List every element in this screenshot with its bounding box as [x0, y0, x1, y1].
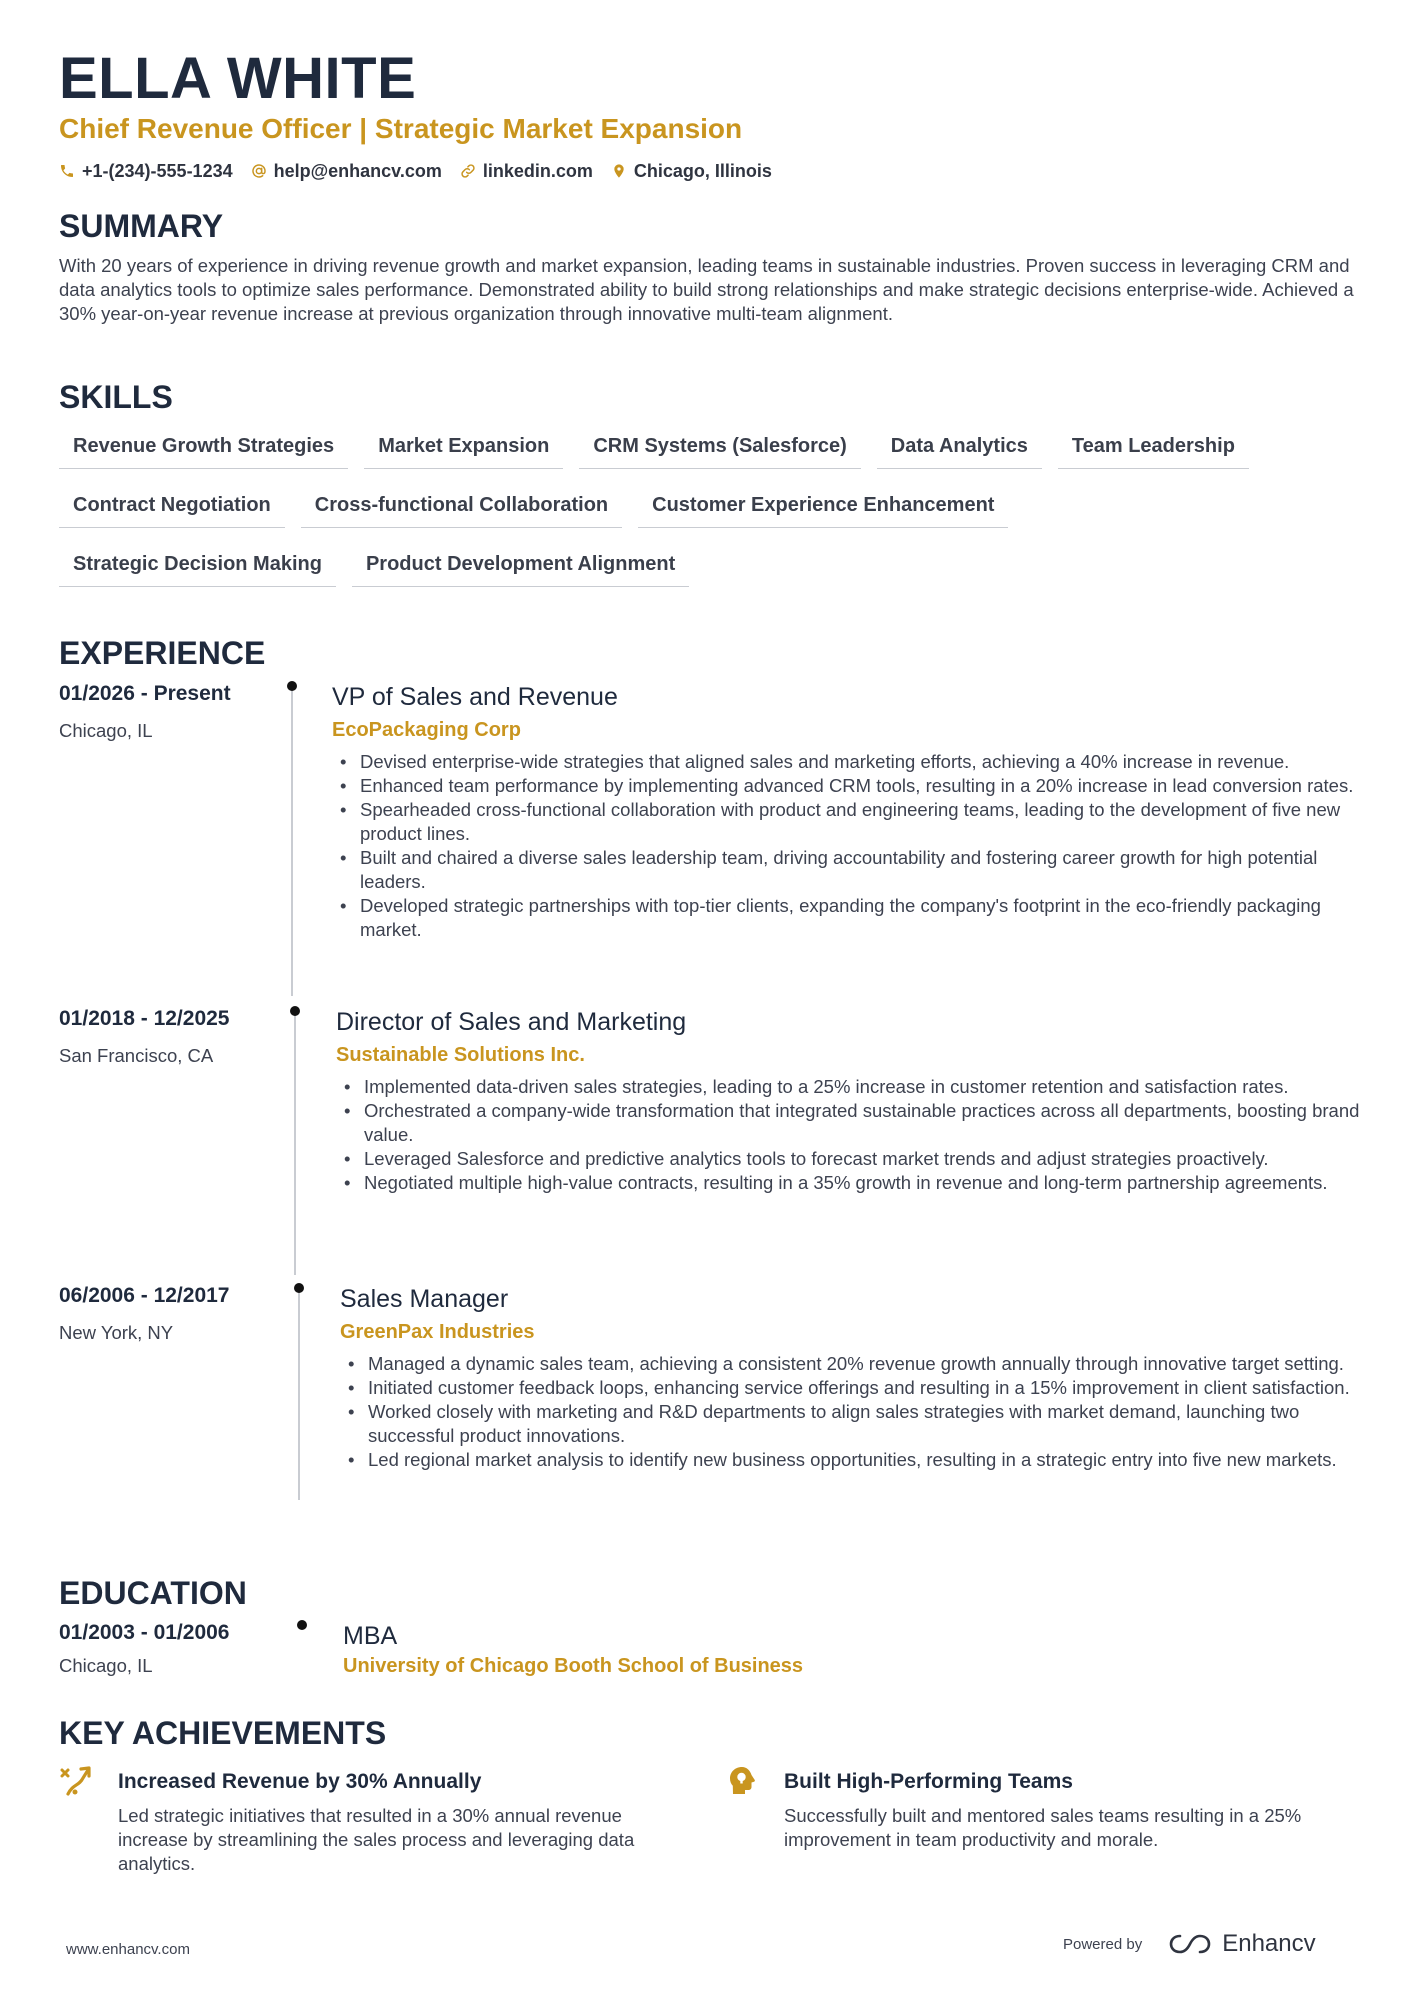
skills-list [59, 430, 1359, 607]
timeline-dot [290, 1006, 300, 1016]
experience-bullet: • Managed a dynamic sales team, achieving a consistent 20% revenue growth annually through innovative target setting. [340, 1352, 1370, 1376]
experience-company: GreenPax Industries [340, 1321, 535, 1343]
achievements-heading: KEY ACHIEVEMENTS [59, 1715, 387, 1751]
achievement-title: Increased Revenue by 30% Annually [118, 1770, 482, 1793]
experience-bullets [340, 1352, 1370, 1472]
contact-phone-text: +1-(234)-555-1234 [82, 160, 233, 181]
experience-bullet: • Enhanced team performance by implementing advanced CRM tools, resulting in a 20% increase in lead conversion rates. [332, 774, 1362, 798]
contact-email[interactable] [251, 161, 442, 182]
candidate-name: ELLA WHITE [59, 46, 417, 111]
education-meta [59, 1620, 299, 1678]
contact-location-text: Chicago, Illinois [633, 160, 772, 181]
experience-role: VP of Sales and Revenue [332, 683, 618, 711]
experience-bullet: • Worked closely with marketing and R&D departments to align sales strategies with market demand, launching two successful product innovations. [340, 1400, 1370, 1448]
location-pin-icon [611, 163, 627, 179]
footer-branding [1063, 1930, 1316, 1958]
enhancv-brand-text: Enhancv [1222, 1930, 1316, 1957]
experience-details [336, 1006, 1366, 1195]
timeline-line [298, 1290, 300, 1500]
achievement-item [725, 1764, 1345, 1874]
contact-linkedin-text: linkedin.com [482, 160, 593, 181]
experience-bullet: • Led regional market analysis to identify new business opportunities, resulting in a strategic entry into five new markets. [340, 1448, 1370, 1472]
education-degree: MBA [343, 1622, 398, 1650]
skill-tag: Cross-functional Collaboration [301, 489, 622, 528]
skills-row [59, 489, 1359, 528]
skill-tag: Customer Experience Enhancement [638, 489, 1008, 528]
experience-meta [59, 1283, 289, 1345]
experience-bullet: • Built and chaired a diverse sales leadership team, driving accountability and fostering career growth for high potential leaders. [332, 846, 1362, 894]
experience-bullet: • Leveraged Salesforce and predictive analytics tools to forecast market trends and adjust strategies proactively. [336, 1147, 1366, 1171]
timeline-dot [294, 1283, 304, 1293]
contact-location [611, 161, 772, 182]
skill-tag: Revenue Growth Strategies [59, 430, 348, 469]
at-icon [251, 163, 267, 179]
education-heading: EDUCATION [59, 1575, 247, 1611]
education-date: 01/2003 - 01/2006 [59, 1621, 230, 1644]
growth-arrow-icon [59, 1764, 95, 1800]
experience-bullets [336, 1075, 1366, 1195]
experience-company: Sustainable Solutions Inc. [336, 1044, 585, 1066]
skill-tag: Market Expansion [364, 430, 563, 469]
experience-location: New York, NY [59, 1322, 174, 1343]
education-details [343, 1620, 1343, 1678]
skills-heading: SKILLS [59, 379, 173, 415]
summary-text: With 20 years of experience in driving revenue growth and market expansion, leading teams in sustainable industries. Proven success in leveraging CRM and data analytics tools to optimize sales performance. Demonstrated ability to build strong relationships and make strategic decisions enterprise-wide. Achieved a 30% year-on-year revenue increase at previous organization through innovative multi-team alignment. [59, 255, 1354, 324]
experience-bullet: • Implemented data-driven sales strategies, leading to a 25% increase in customer retention and satisfaction rates. [336, 1075, 1366, 1099]
experience-company: EcoPackaging Corp [332, 719, 521, 741]
skills-row [59, 430, 1359, 469]
experience-meta [59, 1006, 289, 1068]
achievement-item [59, 1764, 679, 1874]
experience-date: 01/2026 - Present [59, 682, 231, 705]
skill-tag: Strategic Decision Making [59, 548, 336, 587]
experience-bullet: • Negotiated multiple high-value contracts, resulting in a 35% growth in revenue and long-term partnership agreements. [336, 1171, 1366, 1195]
experience-bullet: • Devised enterprise-wide strategies that aligned sales and marketing efforts, achieving a 40% increase in revenue. [332, 750, 1362, 774]
contact-bar [59, 158, 790, 184]
skill-tag: Team Leadership [1058, 430, 1249, 469]
experience-role: Sales Manager [340, 1285, 509, 1313]
experience-bullet: • Spearheaded cross-functional collaboration with product and engineering teams, leading to the development of five new product lines. [332, 798, 1362, 846]
experience-location: Chicago, IL [59, 720, 153, 741]
footer-website[interactable]: www.enhancv.com [66, 1941, 190, 1958]
education-school: University of Chicago Booth School of Business [343, 1655, 804, 1677]
experience-location: San Francisco, CA [59, 1045, 214, 1066]
timeline-line [294, 1013, 296, 1275]
experience-bullet: • Orchestrated a company-wide transformation that integrated sustainable practices across all departments, boosting brand value. [336, 1099, 1366, 1147]
skill-tag: CRM Systems (Salesforce) [579, 430, 860, 469]
contact-phone[interactable] [59, 161, 233, 182]
contact-email-text: help@enhancv.com [273, 160, 442, 181]
candidate-headline: Chief Revenue Officer | Strategic Market Expansion [59, 113, 743, 144]
timeline-line [291, 688, 293, 996]
achievement-title: Built High-Performing Teams [784, 1770, 1073, 1793]
experience-bullets [332, 750, 1362, 942]
summary-heading: SUMMARY [59, 208, 224, 244]
enhancv-logo-icon [1168, 1932, 1214, 1956]
powered-by-label: Powered by [1063, 1935, 1143, 1953]
head-idea-icon [725, 1764, 761, 1800]
experience-details [340, 1283, 1370, 1472]
contact-linkedin[interactable] [460, 161, 593, 182]
phone-icon [59, 163, 75, 179]
experience-bullet: • Developed strategic partnerships with top-tier clients, expanding the company's footprint in the eco-friendly packaging market. [332, 894, 1362, 942]
skill-tag: Product Development Alignment [352, 548, 689, 587]
education-location: Chicago, IL [59, 1655, 153, 1676]
experience-date: 06/2006 - 12/2017 [59, 1284, 230, 1307]
experience-role: Director of Sales and Marketing [336, 1008, 687, 1036]
achievement-text: Led strategic initiatives that resulted in a 30% annual revenue increase by streamlining the sales process and leveraging data analytics. [118, 1805, 635, 1874]
experience-date: 01/2018 - 12/2025 [59, 1007, 230, 1030]
skill-tag: Contract Negotiation [59, 489, 285, 528]
experience-bullet: • Initiated customer feedback loops, enhancing service offerings and resulting in a 15% improvement in client satisfaction. [340, 1376, 1370, 1400]
experience-details [332, 681, 1362, 942]
skill-tag: Data Analytics [877, 430, 1042, 469]
achievement-text: Successfully built and mentored sales teams resulting in a 25% improvement in team productivity and morale. [784, 1805, 1302, 1850]
experience-meta [59, 681, 289, 743]
experience-heading: EXPERIENCE [59, 635, 266, 671]
link-icon [460, 163, 476, 179]
skills-row [59, 548, 1359, 587]
enhancv-logo[interactable] [1168, 1930, 1315, 1958]
